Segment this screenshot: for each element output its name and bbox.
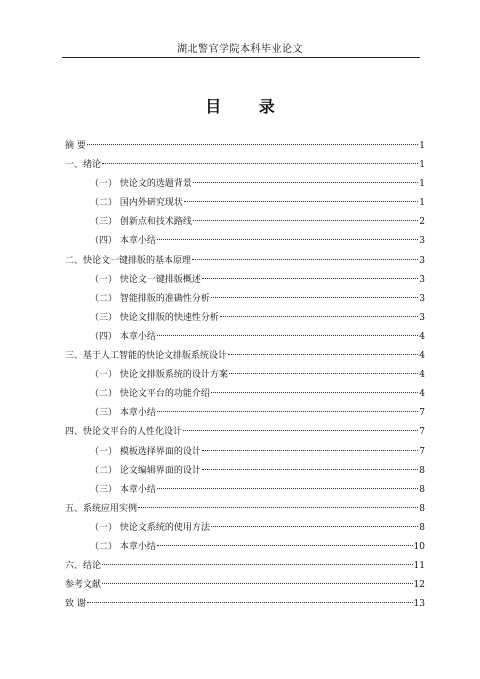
toc-entry-page-number: 8 [419, 522, 425, 533]
toc-entry[interactable] [65, 557, 425, 576]
toc-entry-page-number: 4 [419, 389, 425, 400]
toc-entry[interactable] [65, 385, 425, 404]
toc-leader-dots [138, 507, 418, 508]
toc-entry-page-number: 10 [413, 541, 425, 552]
running-header-title: 湖北警官学院本科毕业论文 [177, 44, 303, 55]
toc-entry-page-number: 1 [419, 179, 425, 190]
toc-leader-dots [220, 316, 418, 317]
toc-entry[interactable] [65, 404, 425, 423]
toc-entry-label: （四） 本章小结 [90, 236, 156, 247]
toc-entry-label: （三） 快论文排版的快速性分析 [90, 312, 219, 323]
toc-entry-label: （二） 论文编辑界面的设计 [90, 465, 201, 476]
toc-entry-label: （一） 快论文排版系统的设计方案 [90, 370, 228, 381]
toc-entry[interactable] [65, 443, 425, 462]
toc-entry-page-number: 3 [419, 274, 425, 285]
toc-title: 目 录 [205, 97, 291, 116]
toc-leader-dots [157, 239, 418, 240]
toc-entry-label: （三） 创新点和技术路线 [90, 217, 192, 228]
toc-leader-dots [157, 488, 418, 489]
toc-entry[interactable] [65, 309, 425, 328]
toc-entry-label: （三） 本章小结 [90, 408, 156, 419]
toc-entry[interactable] [65, 194, 425, 213]
toc-entry-page-number: 3 [419, 255, 425, 266]
toc-entry[interactable] [65, 462, 425, 481]
toc-entry-page-number: 3 [419, 293, 425, 304]
toc-leader-dots [202, 278, 418, 279]
toc-entry-label: 五、系统应用实例 [65, 503, 138, 514]
toc-entry[interactable] [65, 538, 425, 557]
toc-entry-page-number: 7 [419, 408, 425, 419]
toc-leader-dots [87, 144, 418, 145]
toc-entry-page-number: 1 [419, 160, 425, 171]
toc-entry-page-number: 4 [419, 370, 425, 381]
toc-leader-dots [157, 335, 418, 336]
toc-leader-dots [202, 450, 418, 451]
toc-list [65, 137, 425, 614]
toc-entry[interactable] [65, 156, 425, 175]
toc-entry[interactable] [65, 271, 425, 290]
toc-entry-page-number: 13 [413, 599, 425, 610]
toc-leader-dots [193, 220, 418, 221]
toc-entry[interactable] [65, 500, 425, 519]
toc-leader-dots [184, 201, 418, 202]
toc-entry[interactable] [65, 423, 425, 442]
toc-leader-dots [211, 392, 418, 393]
toc-leader-dots [228, 354, 418, 355]
toc-entry-label: 六、结论 [65, 561, 102, 572]
toc-entry-label: 三、基于人工智能的快论文排版系统设计 [65, 351, 228, 362]
toc-entry-page-number: 3 [419, 236, 425, 247]
toc-entry[interactable] [65, 213, 425, 232]
toc-entry[interactable] [65, 481, 425, 500]
toc-leader-dots [211, 526, 418, 527]
toc-leader-dots [157, 545, 413, 546]
toc-entry-label: 一、绪论 [65, 160, 102, 171]
toc-entry-label: 四、快论文平台的人性化设计 [65, 427, 183, 438]
toc-entry-label: 参考文献 [65, 580, 102, 591]
toc-entry[interactable] [65, 137, 425, 156]
toc-entry-label: （四） 本章小结 [90, 331, 156, 342]
toc-entry-label: 致 谢 [65, 599, 86, 610]
toc-entry-label: （二） 智能排版的准确性分析 [90, 293, 210, 304]
toc-entry[interactable] [65, 232, 425, 251]
toc-leader-dots [192, 259, 418, 260]
toc-entry-label: （一） 快论文系统的使用方法 [90, 522, 210, 533]
toc-entry[interactable] [65, 347, 425, 366]
toc-entry[interactable] [65, 290, 425, 309]
toc-entry-page-number: 8 [419, 503, 425, 514]
header-divider [62, 57, 420, 58]
toc-entry-page-number: 12 [413, 580, 425, 591]
toc-entry-label: 二、快论文一键排版的基本原理 [65, 255, 192, 266]
toc-entry-label: （一） 快论文一键排版概述 [90, 274, 201, 285]
toc-entry-label: （二） 快论文平台的功能介绍 [90, 389, 210, 400]
toc-leader-dots [202, 469, 418, 470]
toc-entry-page-number: 4 [419, 331, 425, 342]
toc-entry[interactable] [65, 595, 425, 614]
toc-entry-page-number: 8 [419, 484, 425, 495]
toc-entry-page-number: 4 [419, 351, 425, 362]
toc-leader-dots [157, 411, 418, 412]
toc-entry-label: （二） 本章小结 [90, 541, 156, 552]
toc-entry[interactable] [65, 519, 425, 538]
toc-leader-dots [211, 297, 418, 298]
toc-leader-dots [183, 430, 418, 431]
toc-leader-dots [193, 182, 418, 183]
toc-leader-dots [87, 602, 413, 603]
toc-leader-dots [102, 583, 413, 584]
toc-entry[interactable] [65, 366, 425, 385]
toc-entry-page-number: 7 [419, 427, 425, 438]
toc-entry-label: 摘 要 [65, 141, 86, 151]
toc-entry-page-number: 7 [419, 446, 425, 457]
toc-entry[interactable] [65, 175, 425, 194]
toc-entry[interactable] [65, 576, 425, 595]
toc-entry-page-number: 1 [419, 198, 425, 209]
toc-entry-page-number: 11 [413, 561, 425, 572]
toc-leader-dots [102, 163, 418, 164]
toc-entry[interactable] [65, 328, 425, 347]
toc-entry[interactable] [65, 252, 425, 271]
toc-entry-label: （三） 本章小结 [90, 484, 156, 495]
toc-entry-page-number: 3 [419, 312, 425, 323]
toc-entry-page-number: 8 [419, 465, 425, 476]
toc-leader-dots [102, 564, 413, 565]
toc-entry-label: （一） 快论文的选题背景 [90, 179, 192, 190]
toc-entry-page-number: 2 [419, 217, 425, 228]
toc-entry-label: （一） 模板选择界面的设计 [90, 446, 201, 457]
toc-entry-label: （二） 国内外研究现状 [90, 198, 183, 209]
toc-leader-dots [229, 373, 418, 374]
toc-entry-page-number: 1 [419, 141, 425, 151]
